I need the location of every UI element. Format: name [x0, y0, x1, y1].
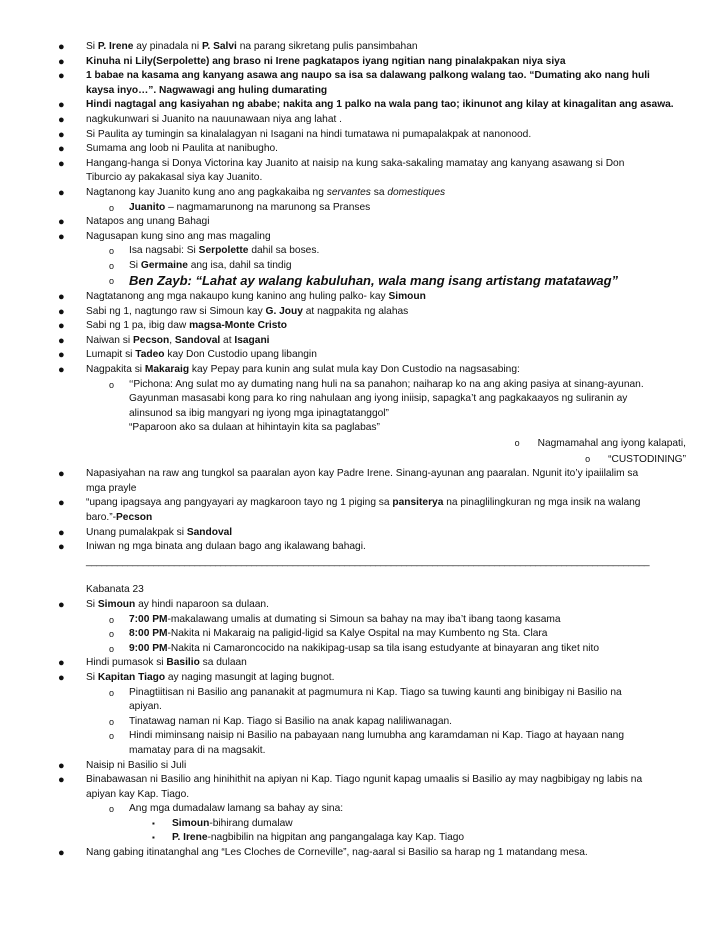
square-bullet-icon: ▪: [152, 818, 155, 828]
text-run: Hindi miminsang naisip ni Basilio na pabayaan nang lumubha ang karamdaman ni Kap. Tiago at hayaan nang: [129, 730, 624, 742]
text-run: Hindi pumasok si: [86, 657, 167, 669]
sub-bullet-icon: o: [514, 438, 520, 449]
text-run: 1 babae na kasama ang kanyang asawa ang naupo sa isa sa dalawang palkong walang tao. “Dumating ako nang huli: [86, 70, 650, 82]
letter-signature-line: [0, 436, 728, 452]
list-item: [0, 363, 728, 378]
list-item: [0, 759, 728, 774]
text-run: Si: [129, 259, 141, 271]
text-run: Ang mga dumadalaw lamang sa bahay ay sina:: [129, 803, 344, 815]
list-item: [0, 186, 728, 201]
list-item: [0, 526, 728, 541]
text-run: baro.”-: [86, 512, 117, 523]
list-item: [0, 729, 728, 744]
text-run: Sandoval: [186, 526, 233, 538]
list-item: [0, 540, 728, 555]
document-body: [0, 40, 728, 861]
list-item: [0, 348, 728, 363]
sub-bullet-icon: o: [109, 614, 115, 625]
bullet-icon: ●: [58, 99, 65, 112]
list-item: [0, 656, 728, 671]
text-run: alinsunod sa ibig mangyari ng iyong mga ipinagtatanggol”: [129, 407, 389, 419]
bullet-icon: ●: [58, 41, 65, 53]
sub-bullet-icon: o: [109, 379, 115, 390]
list-item-continuation: [0, 482, 728, 497]
text-run: Natapos ang unang Bahagi: [86, 216, 210, 228]
sub-bullet-icon: o: [109, 275, 115, 286]
text-run: P. Salvi: [201, 41, 237, 52]
text-run: “Paparoon ako sa dulaan at hihintayin kita sa paglabas”: [129, 422, 380, 434]
text-run: ay hindi naparoon sa dulaan.: [135, 598, 269, 610]
text-run: kaysa inyo…”. Nagwawagi ang huling dumarating: [86, 84, 328, 96]
list-item: [0, 40, 728, 55]
bullet-icon: ●: [58, 497, 65, 510]
text-run: apiyan kay Kap. Tiago.: [86, 788, 190, 800]
list-item: [0, 334, 728, 349]
text-run: Tiburcio ay pakakasal siya kay Juanito.: [86, 172, 263, 184]
list-item-continuation: [0, 744, 728, 759]
bullet-icon: ●: [58, 113, 65, 126]
text-run: Binabawasan ni Basilio ang hinihithit na apiyan ni Kap. Tiago ngunit kapag umaalis si Basilio ay may nagbibigay ng labis na: [86, 774, 643, 786]
text-run: 8:00 PM: [129, 628, 168, 640]
list-item: [0, 201, 728, 216]
list-item-continuation: [0, 511, 728, 526]
text-run: Nang gabing itinatanghal ang “Les Cloches de Corneville”, nag-aaral si Basilio sa harap ng 1 matandang mesa.: [86, 847, 588, 859]
bullet-icon: ●: [58, 320, 65, 333]
text-run: -Nakita ni Camaroncocido na nakikipag-usap sa tila isang estudyante at binayaran ang tiket nito: [167, 642, 600, 654]
text-run: Nagtatanong ang mga nakaupo kung kanino ang huling palko- kay: [86, 291, 389, 303]
bullet-icon: ●: [58, 186, 65, 199]
sub-bullet-icon: o: [109, 202, 115, 213]
text-run: Nagmamahal ang iyong kalapati,: [537, 438, 686, 450]
bullet-icon: ●: [58, 128, 65, 141]
bullet-icon: ●: [58, 847, 65, 860]
bullet-icon: ●: [58, 541, 65, 554]
bullet-icon: ●: [58, 598, 65, 611]
text-run: dahil sa boses.: [248, 245, 320, 257]
list-item: [0, 671, 728, 686]
section-divider: [0, 555, 686, 570]
text-run: ,: [169, 334, 175, 346]
list-item: [0, 686, 728, 701]
text-run: Isagani: [234, 334, 270, 346]
text-run: Isa nagsabi: Si: [129, 245, 199, 257]
list-item: [0, 215, 728, 230]
text-run: Makaraig: [144, 364, 190, 376]
list-item: [0, 259, 728, 274]
list-item: [0, 817, 728, 832]
text-run: Naiwan si: [86, 334, 133, 346]
bullet-icon: ●: [58, 305, 65, 318]
bullet-icon: ●: [58, 55, 65, 68]
letter-signature-line: [0, 452, 728, 468]
square-bullet-icon: ▪: [152, 833, 155, 843]
list-item: [0, 319, 728, 334]
list-item: [0, 305, 728, 320]
text-run: mamatay para di na magsakit.: [129, 744, 266, 756]
list-item: [0, 98, 728, 113]
text-run: kay Pepay para kunin ang sulat mula kay Don Custodio na nagsasabing:: [189, 364, 520, 376]
text-run: servantes: [326, 186, 371, 198]
list-item: [0, 142, 728, 157]
text-run: sa dulaan: [199, 657, 247, 669]
list-item: [0, 55, 728, 70]
text-run: Sabi ng 1 pa, ibig daw: [86, 320, 190, 332]
list-item: [0, 244, 728, 259]
bullet-icon: ●: [58, 657, 65, 670]
text-run: – nagmamarunong na marunong sa Pranses: [165, 201, 371, 213]
list-item: [0, 378, 728, 393]
bullet-icon: ●: [58, 216, 65, 229]
text-run: Lumapit si: [86, 349, 136, 361]
text-run: -Nakita ni Makaraig na paligid-ligid sa Kalye Ospital na may Kumbento ng Sta. Clara: [167, 628, 548, 640]
bullet-icon: ●: [58, 774, 65, 787]
bullet-icon: ●: [58, 468, 65, 481]
bullet-icon: ●: [58, 143, 65, 156]
text-run: magsa-Monte Cristo: [189, 320, 288, 332]
list-item-continuation: [0, 700, 728, 715]
bullet-icon: ●: [58, 349, 65, 362]
list-item: [0, 69, 728, 84]
list-item-continuation: [0, 171, 728, 186]
text-run: Gayunman masasabi kong para ko ring nahulaan ang iyong iniisip, sapagka’t ang pagkakaayos ng suliranin ay: [129, 393, 628, 405]
sub-bullet-icon: o: [585, 453, 591, 464]
text-run: P. Irene: [97, 41, 134, 52]
text-run: “upang ipagsaya ang pangyayari ay magkaroon tayo ng 1 piging sa: [86, 497, 393, 509]
text-run: na pinaglilingkuran ng mga insik na walang: [443, 497, 641, 509]
bullet-icon: ●: [58, 364, 65, 377]
text-run: Serpolette: [198, 245, 249, 257]
list-item: [0, 846, 728, 861]
bullet-icon: ●: [58, 70, 65, 83]
text-run: Juanito: [129, 201, 166, 213]
list-item: [0, 467, 728, 482]
text-run: na parang sikretang pulis pansimbahan: [236, 41, 418, 52]
text-run: Sumama ang loob ni Paulita at nanibugho.: [86, 143, 279, 155]
text-run: sa: [370, 186, 388, 198]
bullet-icon: ●: [58, 230, 65, 243]
list-item-continuation: [0, 407, 728, 422]
text-run: Si: [86, 41, 98, 52]
list-item-continuation: [0, 583, 728, 598]
text-run: Si Paulita ay tumingin sa kinalalagyan ni Isagani na hindi tumatawa ni pumapalakpak at nanonood.: [86, 128, 532, 140]
text-run: Kinuha ni Lily(Serpolette) ang braso ni Irene pagkatapos iyang ngitian nang pinalakpakan niya siya: [86, 55, 566, 67]
text-run: 7:00 PM: [129, 613, 168, 625]
text-run: Napasiyahan na raw ang tungkol sa paaralan ayon kay Padre Irene. Sinang-ayunan ang paaralan. Ngunit ito’y ipaiilalim sa: [86, 468, 639, 480]
list-item: [0, 627, 728, 642]
list-item: [0, 802, 728, 817]
text-run: ang isa, dahil sa tindig: [187, 259, 292, 271]
text-run: Germaine: [140, 259, 188, 271]
text-run: Si: [86, 671, 98, 683]
text-run: Iniwan ng mga binata ang dulaan bago ang ikalawang bahagi.: [86, 541, 366, 553]
sub-bullet-icon: o: [109, 716, 115, 727]
list-item: [0, 831, 728, 846]
text-run: -makalawang umalis at dumating si Simoun sa bahay na may iba’t ibang taong kasama: [167, 613, 561, 625]
text-run: Tinatawag naman ni Kap. Tiago si Basilio na anak kapag naliliwanagan.: [129, 715, 452, 727]
text-run: Basilio: [166, 657, 200, 669]
blank-line: [0, 569, 728, 583]
sub-bullet-icon: o: [109, 731, 115, 742]
text-run: P. Irene: [172, 832, 208, 844]
text-run: ay pinadala ni: [133, 41, 202, 52]
text-run: Sabi ng 1, nagtungo raw si Simoun kay: [86, 305, 266, 317]
text-run: Hindi nagtagal ang kasiyahan ng ababe; nakita ang 1 palko na wala pang tao; ikinunot ang kilay at kinagalitan ang asawa.: [86, 99, 674, 111]
text-run: Nagpakita si: [86, 364, 145, 376]
sub-bullet-icon: o: [109, 629, 115, 640]
text-run: Kapitan Tiago: [97, 671, 166, 683]
text-run: Naisip ni Basilio si Juli: [86, 759, 187, 771]
text-run: apiyan.: [129, 701, 162, 713]
text-run: ‘‘Pichona: Ang sulat mo ay dumating nang huli na sa panahon; naiharap ko na ang aking pasiya at sinang-ayunan.: [129, 378, 644, 390]
text-run: Nagtanong kay Juanito kung ano ang pagkakaiba ng: [86, 186, 327, 198]
text-run: -nagbibilin na higpitan ang pangangalaga kay Kap. Tiago: [207, 832, 465, 844]
text-run: at: [220, 334, 235, 346]
text-run: Sandoval: [174, 334, 221, 346]
sub-bullet-icon: o: [109, 687, 115, 698]
list-item-continuation: [0, 84, 728, 99]
text-run: at nagpakita ng alahas: [302, 305, 409, 317]
list-item-continuation: [0, 788, 728, 803]
text-run: kay Don Custodio upang libangin: [164, 349, 317, 361]
text-run: domestiques: [387, 186, 446, 198]
text-run: Kabanata 23: [86, 584, 144, 596]
list-item: [0, 715, 728, 730]
text-run: Simoun: [97, 598, 136, 610]
list-item: [0, 128, 728, 143]
list-item: [0, 613, 728, 628]
list-item: [0, 598, 728, 613]
text-run: Tadeo: [135, 349, 165, 361]
text-run: Simoun: [388, 291, 426, 303]
text-run: Unang pumalakpak si: [86, 526, 187, 538]
text-run: 9:00 PM: [129, 642, 168, 654]
bullet-icon: ●: [58, 526, 65, 539]
list-item: [0, 773, 728, 788]
text-run: Ben Zayb: “Lahat ay walang kabuluhan, wala mang isang artistang matatawag”: [129, 272, 619, 288]
text-run: G. Jouy: [265, 305, 303, 317]
sub-bullet-icon: o: [109, 260, 115, 271]
bullet-icon: ●: [58, 291, 65, 304]
text-run: Simoun: [172, 817, 210, 829]
text-run: Pecson: [116, 512, 153, 523]
text-run: nagkukunwari si Juanito na nauunawaan niya ang lahat .: [86, 113, 343, 125]
sub-bullet-icon: o: [109, 246, 115, 257]
list-item: [0, 290, 728, 305]
text-run: “CUSTODINING”: [608, 453, 686, 465]
list-item-continuation: [0, 392, 728, 407]
bullet-icon: ●: [58, 759, 65, 772]
list-item: [0, 642, 728, 657]
bullet-icon: ●: [58, 157, 65, 170]
list-item-continuation: [0, 421, 728, 436]
text-run: ay naging masungit at laging bugnot.: [165, 671, 335, 683]
bullet-icon: ●: [58, 671, 65, 684]
text-run: -bihirang dumalaw: [209, 817, 293, 829]
list-item: [0, 113, 728, 128]
bullet-icon: ●: [58, 334, 65, 347]
text-run: Hangang-hanga si Donya Victorina kay Juanito at naisip na kung saka-sakaling mamatay ang kanyang asawang si Don: [86, 157, 625, 169]
list-item: [0, 274, 728, 291]
list-item: [0, 496, 728, 511]
sub-bullet-icon: o: [109, 804, 115, 815]
text-run: Nagusapan kung sino ang mas magaling: [86, 230, 271, 242]
text-run: pansiterya: [392, 497, 444, 509]
text-run: Pecson: [133, 334, 170, 346]
text-run: Pinagtiitisan ni Basilio ang pananakit at pagmumura ni Kap. Tiago sa tuwing kaunti ang binibigay ni Basilio na: [129, 686, 622, 698]
text-run: Si: [86, 598, 98, 610]
sub-bullet-icon: o: [109, 643, 115, 654]
list-item: [0, 157, 728, 172]
list-item: [0, 230, 728, 245]
text-run: _____________________________________________________________________________________________________________: [86, 555, 650, 567]
text-run: mga prayle: [86, 482, 137, 494]
